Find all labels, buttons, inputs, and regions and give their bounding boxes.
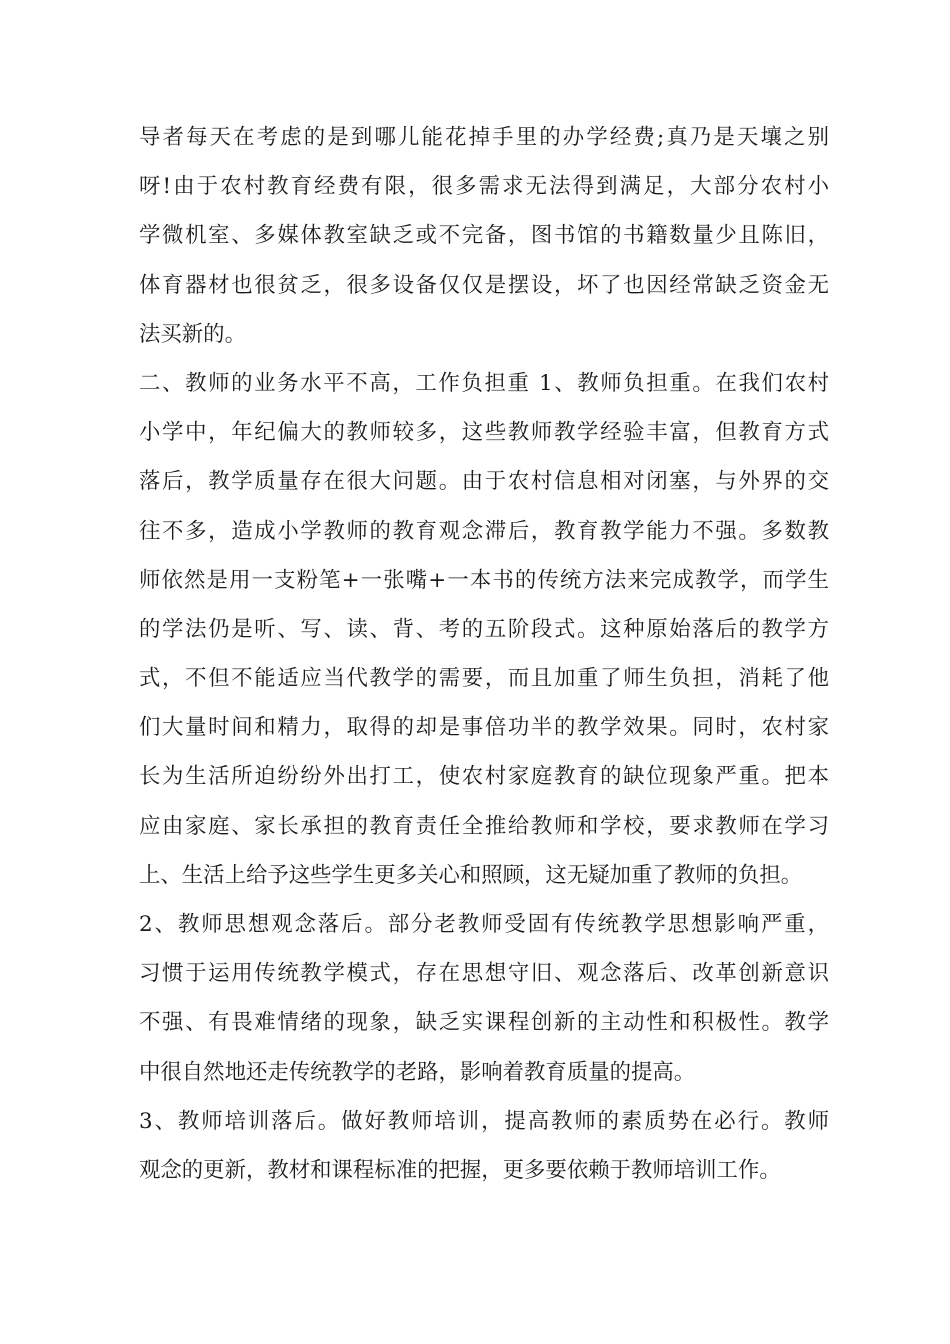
body-text [139, 113, 829, 1195]
text-line: 学微机室、多媒体教室缺乏或不完备，图书馆的书籍数量少且陈旧， [139, 223, 829, 249]
text-line: 体育器材也很贫乏，很多设备仅仅是摆设，坏了也因经常缺乏资金无 [139, 272, 829, 298]
text-line: 导者每天在考虑的是到哪儿能花掉手里的办学经费;真乃是天壤之别 [139, 125, 829, 150]
text-line: 的学法仍是听、写、读、背、考的五阶段式。这种原始落后的教学方 [139, 616, 829, 642]
text-line: 观念的更新，教材和课程标准的把握，更多要依赖于教师培训工作。 [139, 1157, 781, 1183]
text-line: 长为生活所迫纷纷外出打工，使农村家庭教育的缺位现象严重。把本 [139, 764, 829, 790]
text-line: 二、教师的业务水平不高，工作负担重 1、教师负担重。在我们农村 [139, 370, 829, 396]
text-line: 们大量时间和精力，取得的却是事倍功半的教学效果。同时，农村家 [139, 715, 829, 741]
text-line: 师依然是用一支粉笔+一张嘴+一本书的传统方法来完成教学，而学生 [139, 567, 829, 593]
text-line: 应由家庭、家长承担的教育责任全推给教师和学校，要求教师在学习 [139, 813, 829, 839]
text-line: 3、教师培训落后。做好教师培训，提高教师的素质势在必行。教师 [139, 1108, 829, 1134]
text-line: 习惯于运用传统教学模式，存在思想守旧、观念落后、改革创新意识 [139, 961, 829, 987]
text-line: 2、教师思想观念落后。部分老教师受固有传统教学思想影响严重， [139, 912, 829, 937]
text-line: 上、生活上给予这些学生更多关心和照顾，这无疑加重了教师的负担。 [139, 862, 803, 888]
text-line: 往不多，造成小学教师的教育观念滞后，教育教学能力不强。多数教 [139, 518, 829, 544]
text-line: 式，不但不能适应当代教学的需要，而且加重了师生负担，消耗了他 [139, 666, 829, 692]
text-line: 呀!由于农村教育经费有限，很多需求无法得到满足，大部分农村小 [139, 174, 829, 200]
text-line: 落后，教学质量存在很大问题。由于农村信息相对闭塞，与外界的交 [139, 469, 829, 495]
text-line: 不强、有畏难情绪的现象，缺乏实课程创新的主动性和积极性。教学 [139, 1010, 829, 1036]
text-line: 小学中，年纪偏大的教师较多，这些教师教学经验丰富，但教育方式 [139, 420, 829, 446]
text-line: 法买新的。 [139, 321, 246, 347]
text-line: 中很自然地还走传统教学的老路，影响着教育质量的提高。 [139, 1059, 696, 1085]
